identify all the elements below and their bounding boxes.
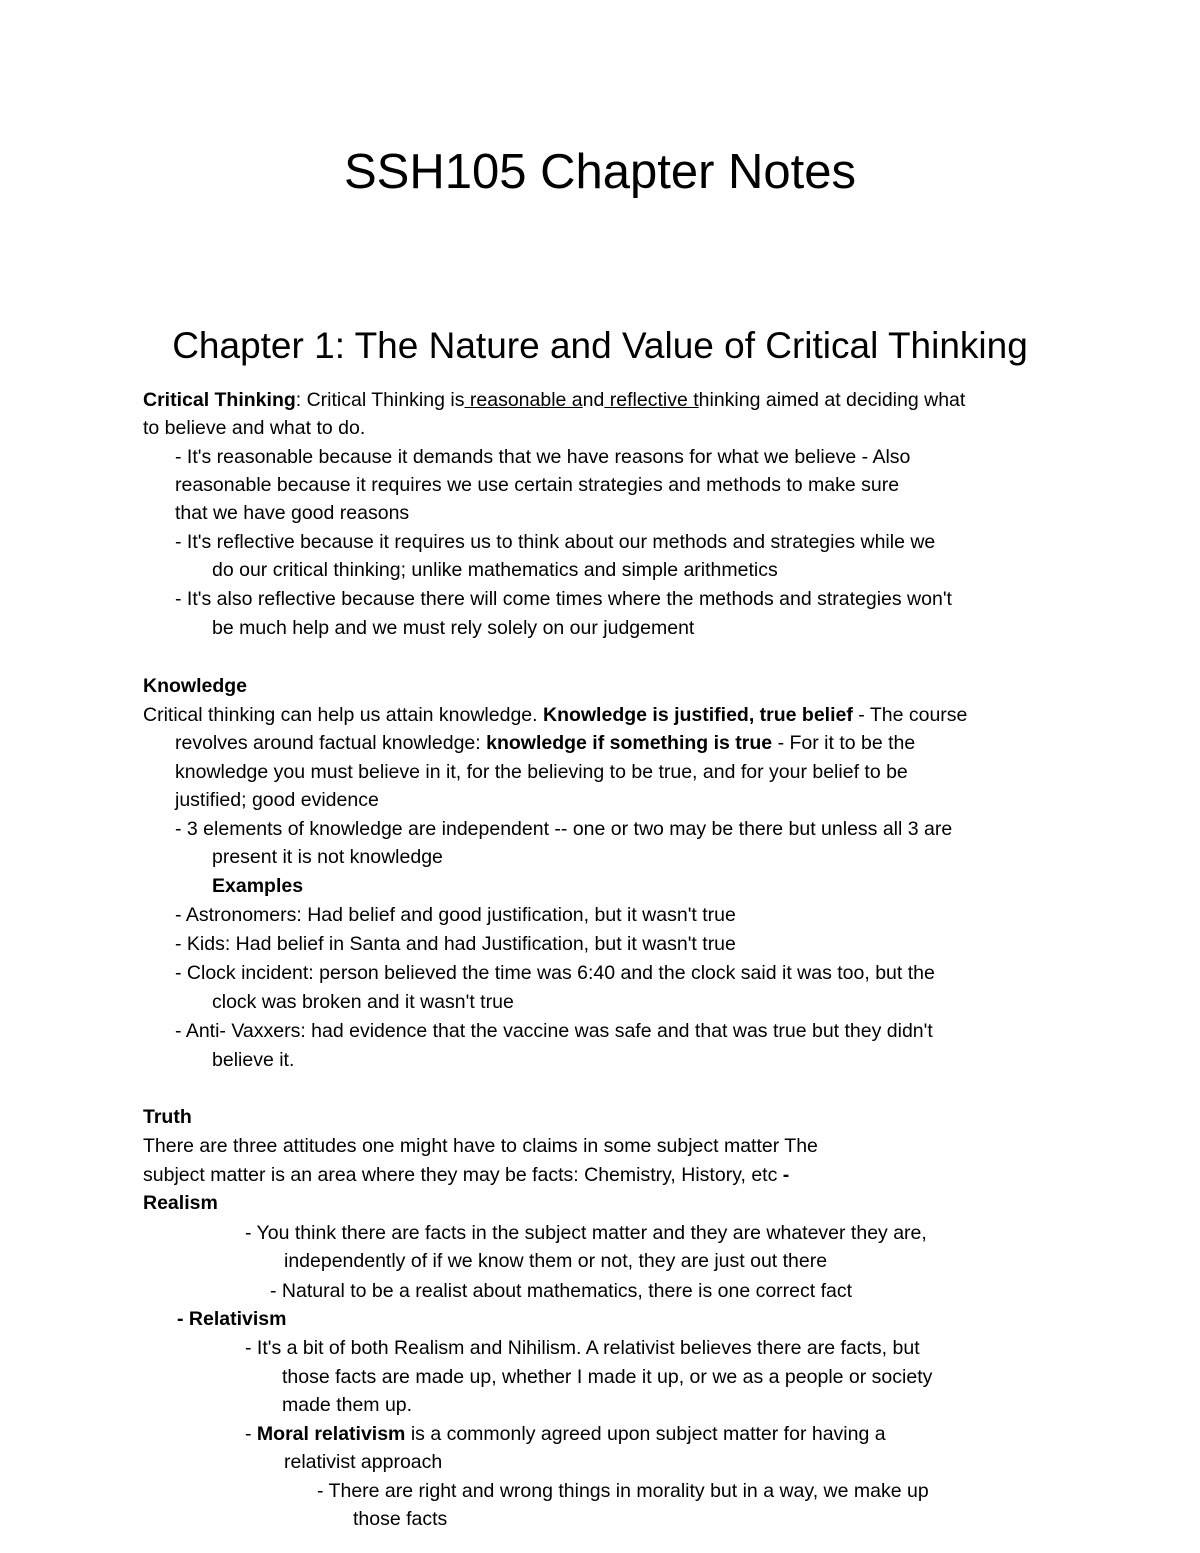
subheading-relativism: - Relativism [177, 1308, 287, 1330]
section-heading-knowledge: Knowledge [143, 675, 248, 697]
example-item: - Astronomers: Had belief and good justification, but it wasn't true [175, 904, 736, 926]
example-item: - Kids: Had belief in Santa and had Justification, but it wasn't true [175, 933, 736, 955]
knowledge-line [143, 701, 967, 729]
bullet-line: independently of if we know them or not, they are just out there [284, 1250, 828, 1272]
example-item: - Clock incident: person believed the time was 6:40 and the clock said it was too, but the [175, 962, 935, 984]
knowledge-line: knowledge you must believe in it, for the believing to be true, and for your belief to be [175, 761, 908, 783]
underlined-reflective: reflective t [604, 389, 699, 411]
definition-line: to believe and what to do. [143, 417, 366, 439]
text-span: revolves around factual knowledge: [175, 732, 487, 754]
example-item: clock was broken and it wasn't true [212, 991, 514, 1013]
bullet-line: - It's also reflective because there will come times where the methods and strategies won't [175, 588, 952, 610]
bullet-line: those facts [353, 1508, 448, 1530]
critical-thinking-term: Critical Thinking [143, 389, 296, 411]
bullet-line: - It's reflective because it requires us to think about our methods and strategies while we [175, 531, 936, 553]
bullet-line: - It's reasonable because it demands that we have reasons for what we believe - Also [175, 446, 911, 468]
bullet-line: do our critical thinking; unlike mathematics and simple arithmetics [212, 559, 778, 581]
bold-span: - [782, 1164, 790, 1186]
bullet-line: made them up. [282, 1394, 413, 1416]
text-span: - For it to be the [772, 732, 916, 754]
examples-heading: Examples [212, 875, 304, 897]
bullet-line: - 3 elements of knowledge are independent -- one or two may be there but unless all 3 are [175, 818, 953, 840]
bullet-line: - It's a bit of both Realism and Nihilism. A relativist believes there are facts, but [245, 1337, 920, 1359]
subheading-realism: Realism [143, 1192, 218, 1214]
bullet-line: relativist approach [284, 1451, 443, 1473]
text-span: is a commonly agreed upon subject matter for having a [405, 1423, 886, 1445]
bullet-line: reasonable because it requires we use certain strategies and methods to make sure [175, 474, 900, 496]
bullet-line: be much help and we must rely solely on our judgement [212, 617, 695, 639]
bullet-line: - Natural to be a realist about mathematics, there is one correct fact [270, 1280, 853, 1302]
bullet-line: present it is not knowledge [212, 846, 443, 868]
bullet-line: those facts are made up, whether I made it up, or we as a people or society [282, 1366, 933, 1388]
section-heading-truth: Truth [143, 1106, 192, 1128]
text-span: subject matter is an area where they may be facts: Chemistry, History, etc [143, 1164, 783, 1186]
truth-line [143, 1161, 789, 1189]
chapter-heading: Chapter 1: The Nature and Value of Critical Thinking [172, 325, 1028, 366]
definition-text: hinking aimed at deciding what [698, 389, 966, 411]
critical-thinking-definition [143, 386, 965, 414]
truth-line: There are three attitudes one might have to claims in some subject matter The [143, 1135, 818, 1157]
bullet-line: - You think there are facts in the subject matter and they are whatever they are, [245, 1222, 927, 1244]
text-span: - [245, 1423, 257, 1445]
bullet-line: that we have good reasons [175, 502, 410, 524]
bullet-line: - There are right and wrong things in morality but in a way, we make up [317, 1480, 929, 1502]
example-item: believe it. [212, 1049, 295, 1071]
knowledge-line: justified; good evidence [175, 789, 379, 811]
example-item: - Anti- Vaxxers: had evidence that the vaccine was safe and that was true but they didn't [175, 1020, 933, 1042]
document-title: SSH105 Chapter Notes [343, 145, 857, 199]
text-span: Critical thinking can help us attain knowledge. [143, 704, 543, 726]
knowledge-line [175, 729, 915, 757]
underlined-reasonable: reasonable a [464, 389, 583, 411]
definition-text: : Critical Thinking is [295, 389, 465, 411]
bold-span: knowledge if something is true [486, 732, 773, 754]
text-span: - The course [852, 704, 968, 726]
moral-relativism-line [245, 1420, 886, 1448]
definition-text: nd [582, 389, 605, 411]
bold-span: Moral relativism [256, 1423, 406, 1445]
bold-span: Knowledge is justified, true belief [542, 704, 853, 726]
